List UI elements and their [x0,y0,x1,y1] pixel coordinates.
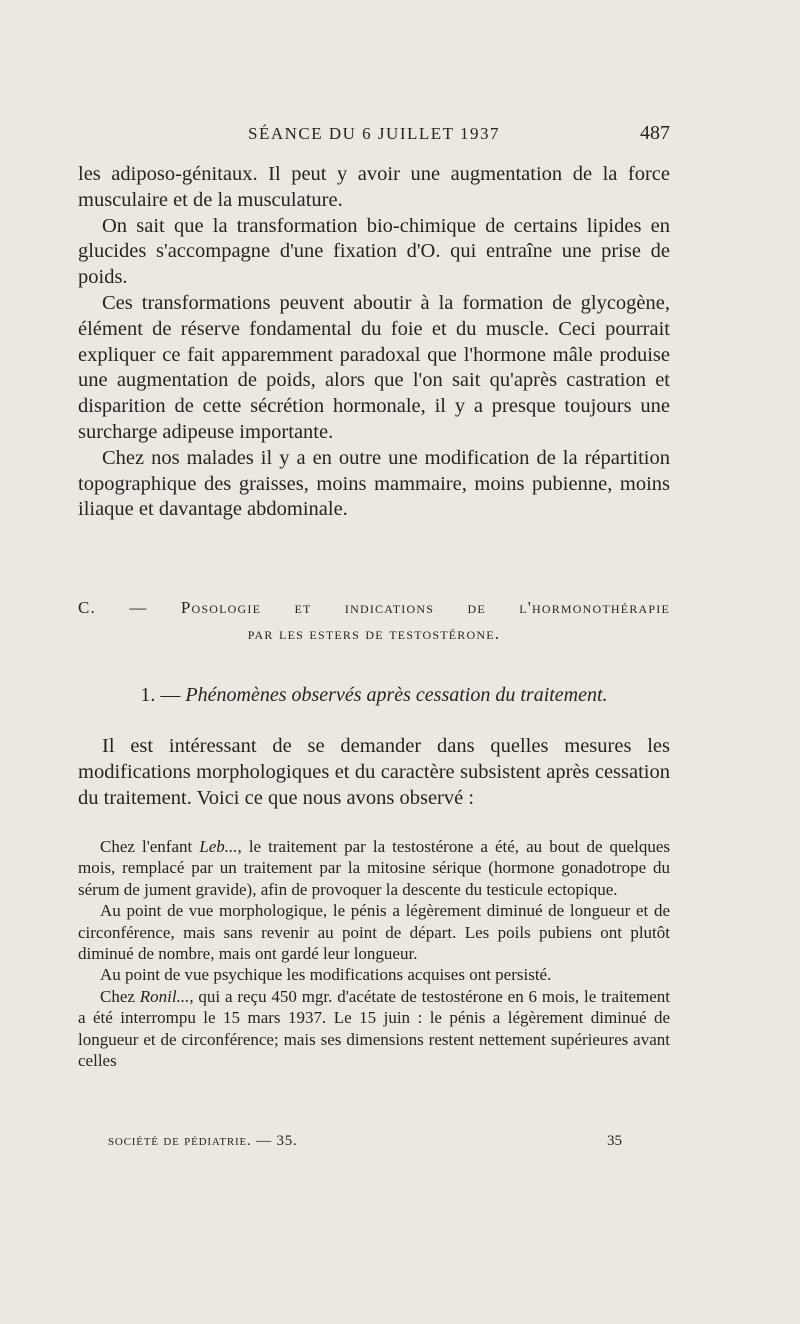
subsection-number: 1. — [140,684,181,706]
patient-name-leb: Leb... [199,837,238,856]
signature-number: 35 [607,1133,622,1149]
paragraph-psychique: Au point de vue psychique les modifications acquises ont persisté. [100,965,552,985]
running-title: SÉANCE DU 6 JUILLET 1937 [248,124,500,143]
body-text-intro [78,734,670,811]
paragraph-case-ronil: Chez Ronil..., qui a reçu 450 mgr. d'acétate de testostérone en 6 mois, le traitement a été interrompu le 15 mars 1937. Le 15 juin : le pénis a légèrement diminué de longueur et de circonférence; mais ses dimensions restent nettement supérieures avant celles [78,986,670,1071]
body-text-cases [78,836,670,1071]
page-number: 487 [640,122,670,144]
paragraph-question: Il est intéressant de se demander dans quelles mesures les modifications morphologiques et du caractère subsistent après cessation du traitement. Voici ce que nous avons observé : [78,735,670,809]
patient-name-ronil: Ronil... [139,986,190,1006]
signature-footer [108,1133,622,1157]
signature-mark: société de pédiatrie. — 35. [108,1133,298,1149]
section-heading-line1: C. — Posologie et indications de l'hormonothérapie [78,598,670,617]
paragraph-morphologique: Au point de vue morphologique, le pénis a légèrement diminué de longueur et de circonférence, mais sans revenir au point de départ. Les poils pubiens ont plutôt diminué de nombre, mais ont gardé leur longueur. [78,901,670,964]
section-heading-line2: par les esters de testostérone. [247,624,501,643]
paragraph-repartition: Chez nos malades il y a en outre une modification de la répartition topographique des graisses, moins mammaire, moins pubienne, moins iliaque et davantage abdominale. [78,446,670,521]
subsection-title: Phénomènes observés après cessation du traitement. [185,684,608,706]
paragraph-glycogene: Ces transformations peuvent aboutir à la formation de glycogène, élément de réserve fondamental du foie et du muscle. Ceci pourrait expliquer ce fait apparemment paradoxal que l'hormone mâle produise une augmentation de poids, alors que l'on sait qu'après castration et disparition de cette sécrétion hormonale, il y a presque toujours une surcharge adipeuse importante. [78,291,670,443]
paragraph-case-leb: Chez l'enfant Leb..., le traitement par la testostérone a été, au bout de quelques mois, remplacé par un traitement par la mitosine sérique (hormone gonadotrope du sérum de jument gravide), afin de provoquer la descente du testicule ectopique. [78,837,670,899]
running-header [78,118,670,152]
body-text-top [78,162,670,523]
paragraph-glucides: On sait que la transformation bio-chimique de certains lipides en glucides s'accompagne d'une fixation d'O. qui entraîne une prise de poids. [78,214,670,289]
paragraph-continuation: les adiposo-génitaux. Il peut y avoir une augmentation de la force musculaire et de la musculature. [78,163,670,211]
section-heading [78,598,670,644]
subsection-heading [78,684,670,707]
